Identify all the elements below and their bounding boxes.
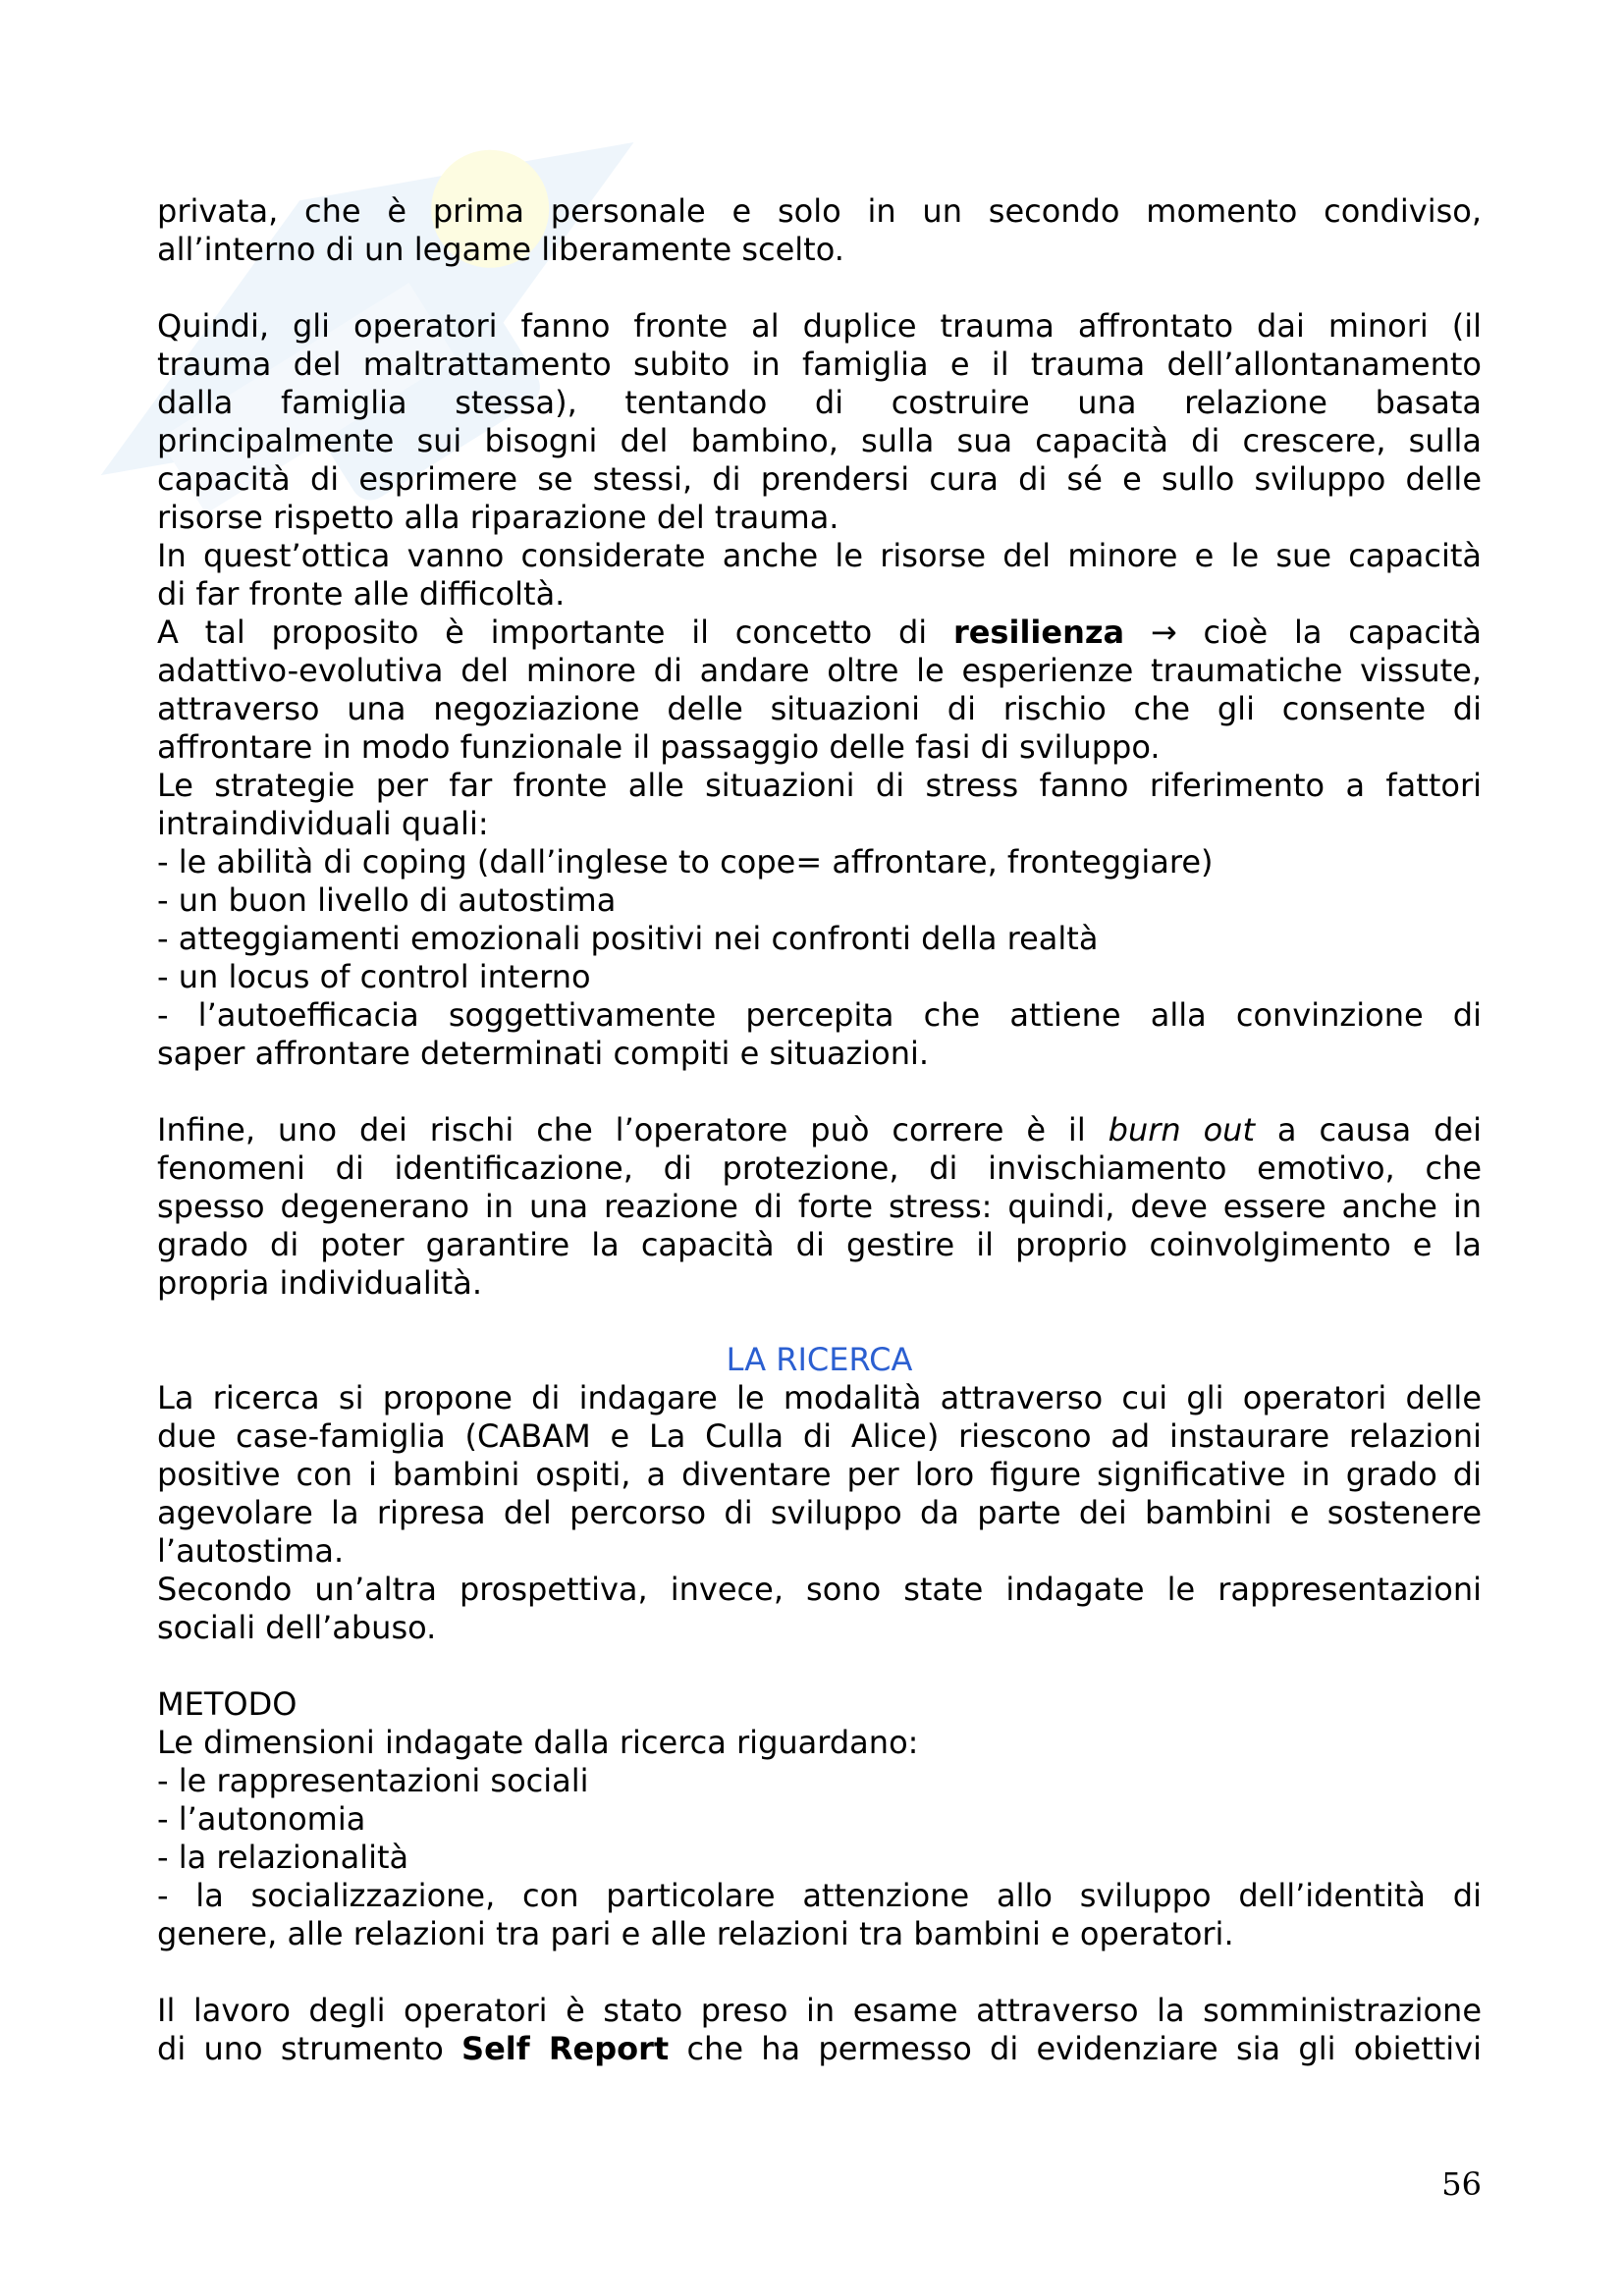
text-line: Il lavoro degli operatori è stato preso in esame attraverso la somministrazione (157, 1992, 1482, 2029)
text-line: La ricerca si propone di indagare le modalità attraverso cui gli operatori delle (157, 1379, 1482, 1416)
text-line: risorse rispetto alla riparazione del trauma. (157, 499, 839, 536)
text-line: trauma del maltrattamento subito in famiglia e il trauma dell’allontanamento (157, 346, 1482, 383)
metodo-label: METODO (157, 1685, 298, 1723)
selfreport-line (157, 2030, 1482, 2068)
text-line: principalmente sui bisogni del bambino, sulla sua capacità di crescere, sulla (157, 422, 1482, 459)
text-line: Quindi, gli operatori fanno fronte al duplice trauma affrontato dai minori (il (157, 307, 1482, 345)
text-line: l’autostima. (157, 1532, 345, 1570)
list-item: - la relazionalità (157, 1839, 409, 1876)
text-line: Secondo un’altra prospettiva, invece, sono state indagate le rappresentazioni (157, 1571, 1482, 1608)
text-run: di uno strumento (157, 2030, 462, 2067)
text-run: cioè la capacità (1176, 614, 1483, 651)
text-line: genere, alle relazioni tra pari e alle relazioni tra bambini e operatori. (157, 1915, 1234, 1952)
text-line: spesso degenerano in una reazione di forte stress: quindi, deve essere anche in (157, 1188, 1482, 1225)
list-item: - le abilità di coping (dall’inglese to cope= affrontare, fronteggiare) (157, 843, 1214, 881)
text-line: propria individualità. (157, 1264, 482, 1302)
text-line: attraverso una negoziazione delle situazioni di rischio che gli consente di (157, 690, 1482, 727)
term-burn-out: burn out (1108, 1111, 1255, 1148)
text-run: Infine, uno dei rischi che l’operatore può correre è il (157, 1111, 1109, 1148)
text-line: capacità di esprimere se stessi, di prendersi cura di sé e sullo sviluppo delle (157, 460, 1482, 498)
burnout-line (157, 1111, 1482, 1149)
list-item: - un buon livello di autostima (157, 881, 617, 919)
list-item: - l’autoefficacia soggettivamente percepita che attiene alla convinzione di (157, 996, 1482, 1034)
text-line: privata, che è prima personale e solo in un secondo momento condiviso, (157, 192, 1482, 230)
text-line: positive con i bambini ospiti, a diventare per loro figure significative in grado di (157, 1456, 1482, 1493)
text-line: due case-famiglia (CABAM e La Culla di Alice) riescono ad instaurare relazioni (157, 1417, 1482, 1455)
resilienza-line (157, 614, 1482, 652)
text-line: adattivo-evolutiva del minore di andare oltre le esperienze traumatiche vissute, (157, 652, 1482, 689)
term-self-report: Self Report (461, 2030, 670, 2067)
text-line: Le strategie per far fronte alle situazioni di stress fanno riferimento a fattori (157, 767, 1482, 804)
list-item: - un locus of control interno (157, 958, 591, 995)
page-content (157, 192, 1482, 2068)
page-number: 56 (1441, 2165, 1482, 2203)
list-item: - le rappresentazioni sociali (157, 1762, 589, 1799)
text-line: dalla famiglia stessa), tentando di costruire una relazione basata (157, 384, 1482, 421)
text-run: A tal proposito è importante il concetto di (157, 614, 953, 651)
text-line: grado di poter garantire la capacità di gestire il proprio coinvolgimento e la (157, 1226, 1482, 1263)
text-line: intraindividuali quali: (157, 805, 489, 842)
text-line: all’interno di un legame liberamente scelto. (157, 231, 844, 268)
text-line: di far fronte alle difficoltà. (157, 575, 566, 613)
text-line: In quest’ottica vanno considerate anche le risorse del minore e le sue capacità (157, 537, 1482, 574)
text-line: saper affrontare determinati compiti e situazioni. (157, 1035, 930, 1072)
arrow-icon: → (1150, 614, 1177, 651)
text-line: affrontare in modo funzionale il passaggio delle fasi di sviluppo. (157, 728, 1161, 766)
term-resilienza: resilienza (952, 614, 1125, 651)
list-item: - atteggiamenti emozionali positivi nei confronti della realtà (157, 920, 1099, 957)
text-line: agevolare la ripresa del percorso di sviluppo da parte dei bambini e sostenere (157, 1494, 1482, 1531)
text-line: sociali dell’abuso. (157, 1609, 437, 1646)
text-line: Le dimensioni indagate dalla ricerca riguardano: (157, 1724, 919, 1761)
list-item: - l’autonomia (157, 1800, 366, 1838)
section-heading: LA RICERCA (726, 1341, 913, 1378)
list-item: - la socializzazione, con particolare attenzione allo sviluppo dell’identità di (157, 1877, 1482, 1914)
text-line: fenomeni di identificazione, di protezione, di invischiamento emotivo, che (157, 1149, 1482, 1187)
text-run: che ha permesso di evidenziare sia gli obiettivi (669, 2030, 1482, 2067)
text-run: a causa dei (1255, 1111, 1483, 1148)
